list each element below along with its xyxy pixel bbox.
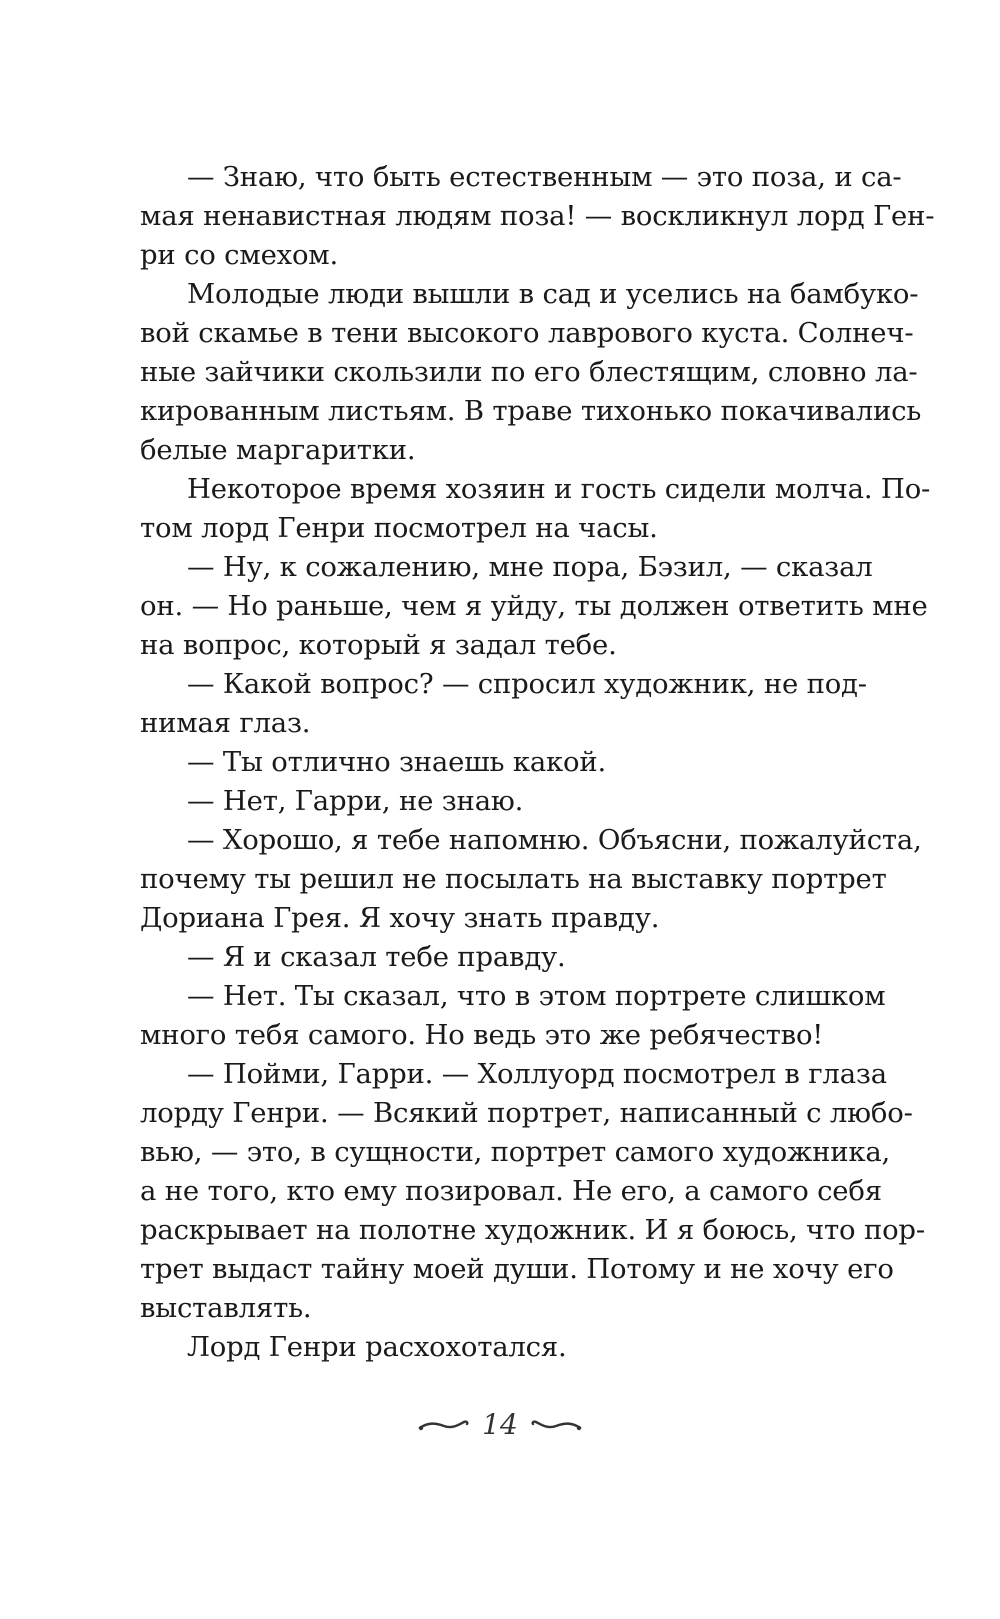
page-folio bbox=[0, 1400, 1000, 1450]
text-line: — Ты отлично знаешь какой. bbox=[187, 746, 607, 778]
text-line: Дориана Грея. Я хочу знать правду. bbox=[140, 902, 660, 934]
text-line: раскрывает на полотне художник. И я боюсь, что пор- bbox=[140, 1214, 925, 1246]
text-line: мая ненавистная людям поза! — воскликнул лорд Ген- bbox=[140, 200, 935, 232]
text-line: трет выдаст тайну моей души. Потому и не хочу его bbox=[140, 1253, 894, 1285]
text-line: лорду Генри. — Всякий портрет, написанный с любо- bbox=[140, 1097, 913, 1129]
left-flourish-icon bbox=[418, 1414, 470, 1436]
text-line: Некоторое время хозяин и гость сидели молча. По- bbox=[187, 473, 931, 505]
page-number: 14 bbox=[482, 1408, 518, 1441]
text-line: он. — Но раньше, чем я уйду, ты должен ответить мне bbox=[140, 590, 928, 622]
text-line: — Я и сказал тебе правду. bbox=[187, 941, 566, 973]
text-line: том лорд Генри посмотрел на часы. bbox=[140, 512, 658, 544]
text-line: белые маргаритки. bbox=[140, 434, 416, 466]
text-line: Лорд Генри расхохотался. bbox=[187, 1331, 567, 1363]
text-line: — Нет. Ты сказал, что в этом портрете слишком bbox=[187, 980, 886, 1012]
text-line: на вопрос, который я задал тебе. bbox=[140, 629, 617, 661]
right-flourish-icon bbox=[530, 1414, 582, 1436]
text-line: вью, — это, в сущности, портрет самого художника, bbox=[140, 1136, 891, 1168]
text-line: а не того, кто ему позировал. Не его, а самого себя bbox=[140, 1175, 882, 1207]
text-line: кированным листьям. В траве тихонько покачивались bbox=[140, 395, 922, 427]
body-text bbox=[140, 158, 935, 1367]
text-line: вой скамье в тени высокого лаврового куста. Солнеч- bbox=[140, 317, 914, 349]
text-line: выставлять. bbox=[140, 1292, 312, 1324]
text-line: — Нет, Гарри, не знаю. bbox=[187, 785, 524, 817]
text-line: — Пойми, Гарри. — Холлуорд посмотрел в глаза bbox=[187, 1058, 887, 1090]
text-line: — Ну, к сожалению, мне пора, Бэзил, — сказал bbox=[187, 551, 873, 583]
text-line: Молодые люди вышли в сад и уселись на бамбуко- bbox=[187, 278, 919, 310]
text-line: почему ты решил не посылать на выставку портрет bbox=[140, 863, 887, 895]
text-line: ри со смехом. bbox=[140, 239, 339, 271]
text-line: ные зайчики скользили по его блестящим, словно ла- bbox=[140, 356, 918, 388]
text-line: много тебя самого. Но ведь это же ребячество! bbox=[140, 1019, 824, 1051]
text-line: — Хорошо, я тебе напомню. Объясни, пожалуйста, bbox=[187, 824, 922, 856]
text-line: нимая глаз. bbox=[140, 707, 311, 739]
text-line: — Знаю, что быть естественным — это поза, и са- bbox=[187, 161, 902, 193]
text-line: — Какой вопрос? — спросил художник, не под- bbox=[187, 668, 867, 700]
